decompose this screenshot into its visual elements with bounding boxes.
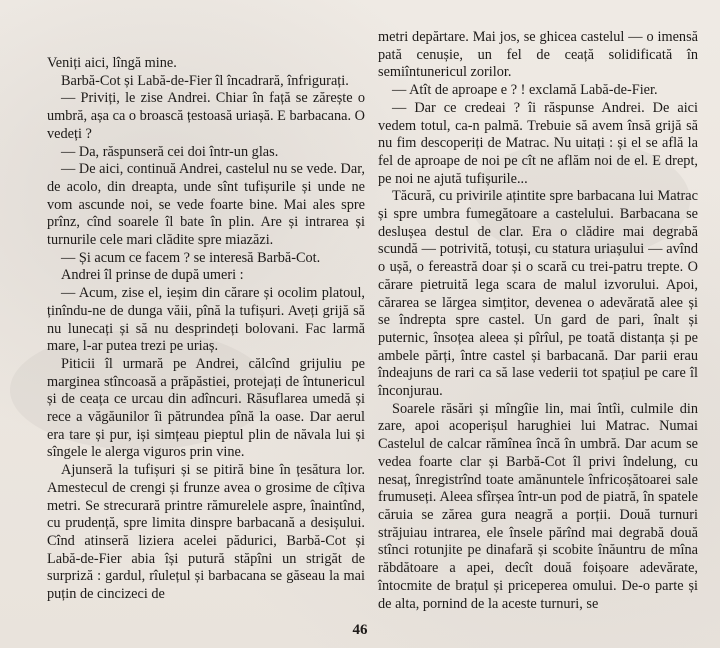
page-number: 46 [352,622,368,638]
paragraph: — Da, răspunseră cei doi într-un glas. [61,143,279,160]
paragraph: Ajunseră la tufișuri și se pitiră bine în țesătura lor. Amestecul de crengi și frunze avea o grosime de cîțiva metri. Se strecurară printre rămurelele aspre, înaintînd, cu prudență, spre limita dinspre barbacană a desișului. Cînd atinseră liziera acelei pădurici, Barbă-Cot și Labă-de-Fier abia își putură stăpîni un strigăt de surpriză : gardul, rîulețul și barbacana se găseau la mai puțin de cincizeci de [47,462,365,603]
paragraph: — Priviți, le zise Andrei. Chiar în față se zărește o umbră, așa ca o broască țestoasă uriașă. E barbacana. O vedeți ? [47,90,365,142]
paragraph: Soarele răsări și mîngîie lin, mai întîi, culmile din zare, apoi acoperișul harughiei lui Matrac. Numai Castelul de calcar rămînea încă în umbră. Dar acum se vedea foarte clar și Barbă-Cot îl privi îndelung, cu nesaț, înregistrînd toate amănuntele înfricoșătoarei sale frumuseți. Aleea sfîrșea într-un pod de piatră, în spatele căruia se zărea gura neagră a porții. Două turnuri străjuiau intrarea, ele însele părînd mai degrabă două stînci rotunjite pe dinafară și scobite înăuntru de mîna răbdătoare a apei, decît două foișoare adevărate, întocmite de brațul și priceperea omului. De-o parte și de alta, pornind de la aceste turnuri, se [378,400,698,612]
paragraph: Veniți aici, lîngă mine. [47,55,177,71]
paragraph: — Dar ce credeai ? îi răspunse Andrei. De aici vedem totul, ca-n palmă. Trebuie să avem însă grijă să nu fim descoperiți de Matrac. Nu uitați : și el se află la fel de aproape de noi pe cît ne aflăm noi de el. E drept, pe noi ne ajută tufișurile... [378,99,698,187]
paragraph: Barbă-Cot și Labă-de-Fier îl încadrară, înfrigurați. [61,72,349,89]
paragraph: metri depărtare. Mai jos, se ghicea castelul — o imensă pată cenușie, un fel de ceață solidificată în semiîntunericul zorilor. [378,29,698,81]
paragraph: Andrei îl prinse de după umeri : [61,267,244,284]
paragraph: — De aici, continuă Andrei, castelul nu se vede. Dar, de acolo, din dreapta, unde sînt tufișurile și unde ne vom ascunde noi, se vede foarte bine. Mai ales spre prînz, cînd soarele îl bate în plin. Are și intrarea și turnurile cele mari clădite spre miazăzi. [47,161,365,249]
left-text-column [47,55,365,604]
paragraph: — Atît de aproape e ? ! exclamă Labă-de-Fier. [392,82,658,99]
paragraph: — Acum, zise el, ieșim din cărare și ocolim platoul, ținîndu-ne de dunga văii, pînă la tufișuri. Aveți grijă să nu lunecați și să nu desprindeți bolovani. Fac larmă mare, l-ar putea trezi pe uriaș. [47,285,365,355]
paragraph: Tăcură, cu privirile ațintite spre barbacana lui Matrac și spre umbra fumegătoare a castelului. Barbacana se deslușea destul de clar. Era o clădire mai degrabă scundă — potrivită, totuși, cu statura uriașului — avînd o ușă, o fereastră doar și o scară cu trei-patru trepte. O cărare pietruită lega scara de malul izvorului. Apoi, cărarea se lărgea simțitor, devenea o adevărată alee și se îndrepta spre castel. Un gard de pari, înalt și puternic, însoțea aleea și pîrîul, pe toată distanța și pe ambele părți, între castel și barbacană. Dar parii erau îndeajuns de rari ca să lase vederii tot spațiul pe care îl înconjurau. [378,188,698,400]
right-text-column [378,29,698,613]
paragraph: Piticii îl urmară pe Andrei, călcînd grijuliu pe marginea stîncoasă a prăpăstiei, protejați de întunericul și de ceața ce urcau din adîncuri. Răsuflarea umedă și rece a văgăunilor îi pătrundea pînă la oase. Dar aerul era tare și pur, iși simțeau pieptul plin de năvala lui și sîngele le alerga viguros prin vine. [47,355,365,461]
paragraph: — Și acum ce facem ? se interesă Barbă-Cot. [61,249,321,266]
